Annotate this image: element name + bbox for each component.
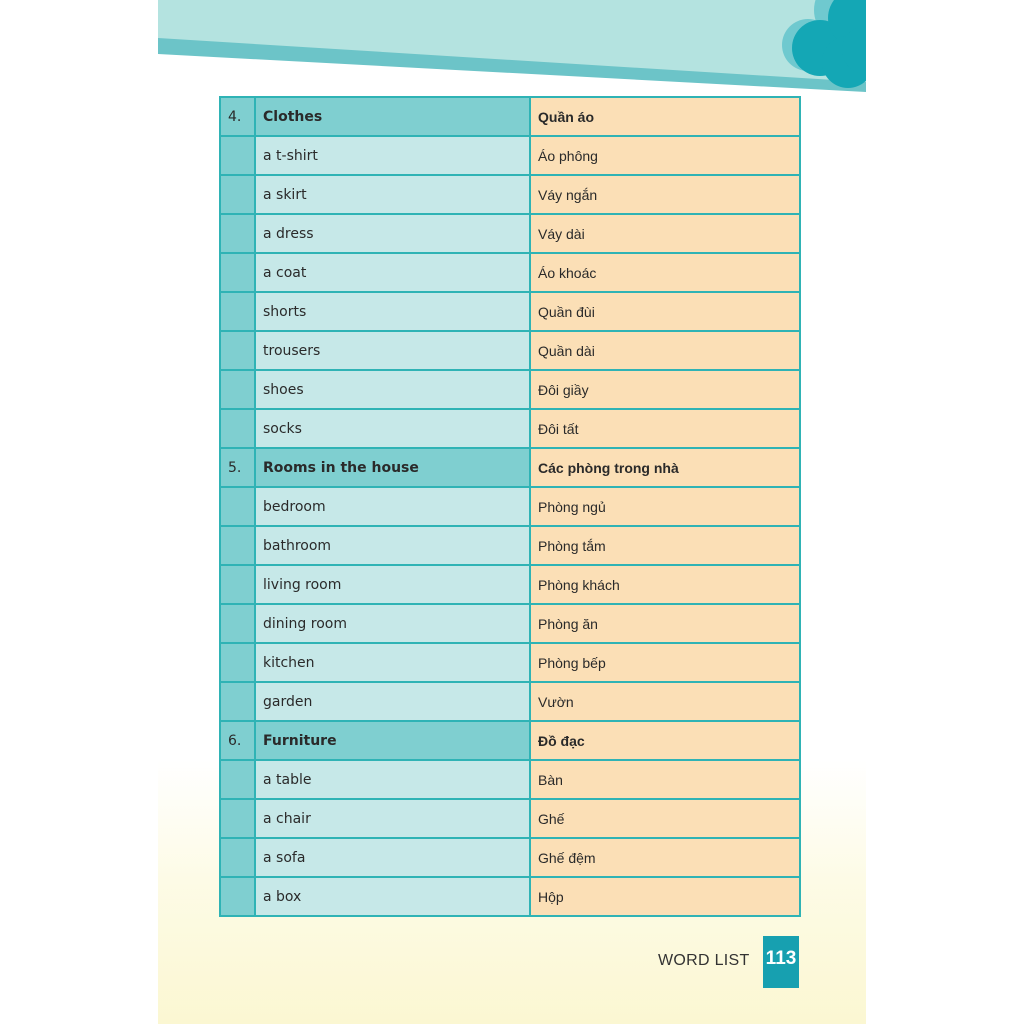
section-translation: Đồ đạc — [530, 721, 800, 760]
word-row — [220, 487, 800, 526]
section-number: 6. — [220, 721, 255, 760]
word-row — [220, 604, 800, 643]
word-row — [220, 565, 800, 604]
word-row — [220, 214, 800, 253]
section-title: Rooms in the house — [255, 448, 530, 487]
english-word: dining room — [255, 604, 530, 643]
number-cell — [220, 175, 255, 214]
english-word: a table — [255, 760, 530, 799]
english-word: a t-shirt — [255, 136, 530, 175]
section-title: Furniture — [255, 721, 530, 760]
vietnamese-word: Bàn — [530, 760, 800, 799]
section-translation: Quần áo — [530, 97, 800, 136]
english-word: a box — [255, 877, 530, 916]
page-number: 113 — [763, 936, 799, 988]
number-cell — [220, 214, 255, 253]
word-row — [220, 799, 800, 838]
word-row — [220, 253, 800, 292]
number-cell — [220, 526, 255, 565]
vietnamese-word: Hộp — [530, 877, 800, 916]
vietnamese-word: Ghế — [530, 799, 800, 838]
footer-label: WORD LIST — [658, 952, 750, 969]
vietnamese-word: Áo phông — [530, 136, 800, 175]
number-cell — [220, 292, 255, 331]
english-word: a skirt — [255, 175, 530, 214]
section-translation: Các phòng trong nhà — [530, 448, 800, 487]
english-word: shoes — [255, 370, 530, 409]
vietnamese-word: Đôi tất — [530, 409, 800, 448]
word-row — [220, 643, 800, 682]
english-word: kitchen — [255, 643, 530, 682]
vietnamese-word: Quần đùi — [530, 292, 800, 331]
english-word: bedroom — [255, 487, 530, 526]
number-cell — [220, 331, 255, 370]
header-decoration — [158, 0, 866, 100]
vietnamese-word: Váy dài — [530, 214, 800, 253]
vietnamese-word: Phòng bếp — [530, 643, 800, 682]
english-word: garden — [255, 682, 530, 721]
number-cell — [220, 838, 255, 877]
english-word: trousers — [255, 331, 530, 370]
english-word: bathroom — [255, 526, 530, 565]
word-row — [220, 526, 800, 565]
vietnamese-word: Phòng ăn — [530, 604, 800, 643]
word-row — [220, 682, 800, 721]
number-cell — [220, 370, 255, 409]
number-cell — [220, 487, 255, 526]
english-word: socks — [255, 409, 530, 448]
section-header-row — [220, 97, 800, 136]
word-row — [220, 760, 800, 799]
english-word: a sofa — [255, 838, 530, 877]
word-row — [220, 136, 800, 175]
word-row — [220, 175, 800, 214]
word-row — [220, 292, 800, 331]
vietnamese-word: Quần dài — [530, 331, 800, 370]
number-cell — [220, 760, 255, 799]
vietnamese-word: Váy ngắn — [530, 175, 800, 214]
vietnamese-word: Ghế đệm — [530, 838, 800, 877]
number-cell — [220, 409, 255, 448]
english-word: a coat — [255, 253, 530, 292]
section-number: 4. — [220, 97, 255, 136]
section-title: Clothes — [255, 97, 530, 136]
section-header-row — [220, 721, 800, 760]
section-number: 5. — [220, 448, 255, 487]
number-cell — [220, 877, 255, 916]
word-row — [220, 331, 800, 370]
english-word: a chair — [255, 799, 530, 838]
vietnamese-word: Phòng tắm — [530, 526, 800, 565]
english-word: a dress — [255, 214, 530, 253]
number-cell — [220, 682, 255, 721]
word-row — [220, 409, 800, 448]
vietnamese-word: Vườn — [530, 682, 800, 721]
word-row — [220, 877, 800, 916]
english-word: shorts — [255, 292, 530, 331]
vietnamese-word: Đôi giầy — [530, 370, 800, 409]
word-row — [220, 370, 800, 409]
english-word: living room — [255, 565, 530, 604]
number-cell — [220, 136, 255, 175]
section-header-row — [220, 448, 800, 487]
vietnamese-word: Phòng khách — [530, 565, 800, 604]
number-cell — [220, 565, 255, 604]
vietnamese-word: Áo khoác — [530, 253, 800, 292]
vietnamese-word: Phòng ngủ — [530, 487, 800, 526]
number-cell — [220, 643, 255, 682]
number-cell — [220, 604, 255, 643]
number-cell — [220, 799, 255, 838]
word-row — [220, 838, 800, 877]
book-page — [158, 0, 866, 1024]
number-cell — [220, 253, 255, 292]
word-list-table — [219, 96, 801, 917]
